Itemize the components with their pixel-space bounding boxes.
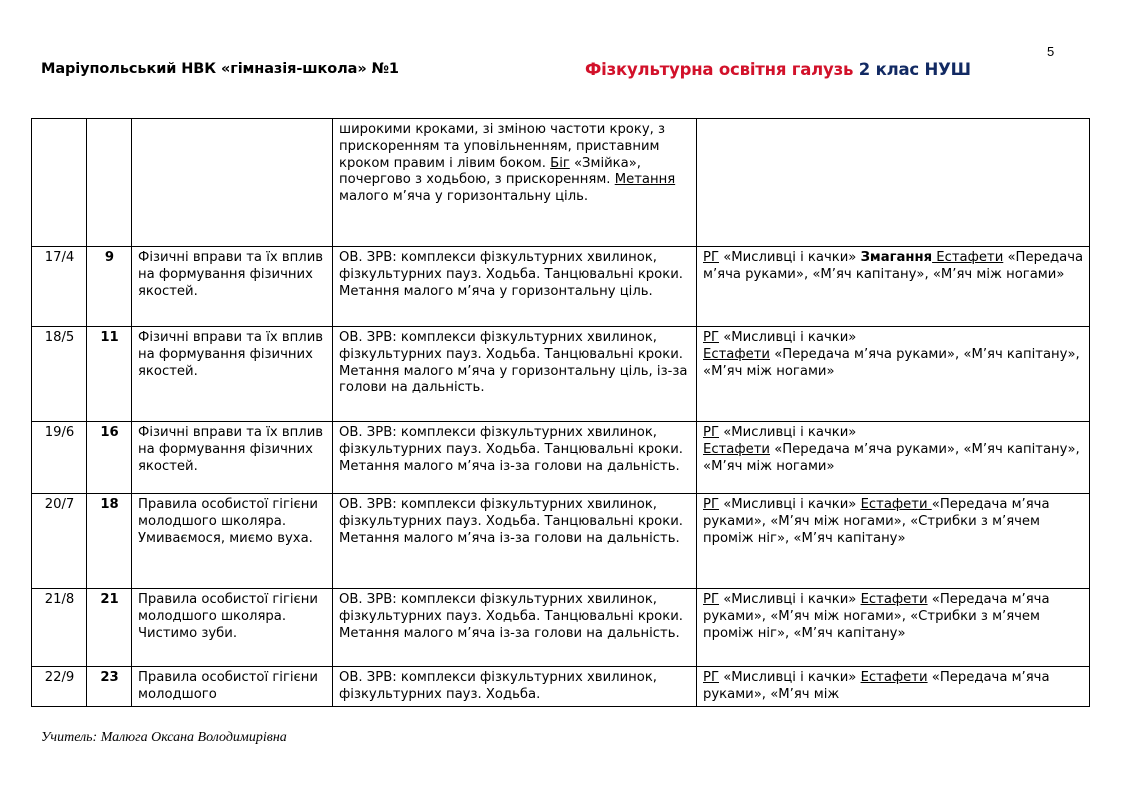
cell-theme: Фізичні вправи та їх вплив на формування фізичних якостей. (132, 327, 333, 422)
teacher-signature: Учитель: Малюга Оксана Володимирівна (41, 730, 287, 745)
games-text-part: «Передача м’яча руками», «М’яч між ногами», «Стрибки з м’ячем проміж ніг», «М’яч капітану» (703, 497, 1050, 546)
content-text-part: «Змійка», почергово з ходьбою, з прискоренням. (339, 155, 641, 188)
subject-heading (585, 60, 971, 79)
games-text-part: «Передача м’яча руками», «М’яч капітану», «М’яч між ногами» (703, 441, 1080, 474)
cell-date: 19/6 (32, 422, 87, 494)
cell-lesson-number: 16 (87, 422, 132, 494)
cell-games (697, 667, 1090, 707)
cell-date: 22/9 (32, 667, 87, 707)
games-bold-term: Змагання (860, 250, 933, 265)
cell-content (333, 119, 697, 247)
table-row (32, 119, 1090, 247)
cell-theme: Правила особистої гігієни молодшого школяра. Чистимо зуби. (132, 589, 333, 667)
cell-lesson-number: 11 (87, 327, 132, 422)
games-text-part: «Мисливці і качки» (719, 592, 861, 607)
cell-content: ОВ. ЗРВ: комплекси фізкультурних хвилинок, фізкультурних пауз. Ходьба. Танцювальні кроки. Метання малого м’яча у горизонтальну ціль, із-за голови на дальність. (333, 327, 697, 422)
games-underlined-term: РГ (703, 670, 719, 685)
games-underlined-term: РГ (703, 250, 719, 265)
cell-date: 20/7 (32, 494, 87, 589)
cell-date (32, 119, 87, 247)
games-underlined-term: Естафети (932, 250, 1004, 265)
cell-games (697, 247, 1090, 327)
table-body (32, 119, 1090, 707)
subject-area-label: Фізкультурна освітня галузь (585, 60, 854, 79)
cell-games (697, 422, 1090, 494)
games-underlined-term: Естафети (860, 497, 932, 512)
lesson-plan-table (31, 118, 1090, 707)
cell-content: ОВ. ЗРВ: комплекси фізкультурних хвилинок, фізкультурних пауз. Ходьба. Танцювальні кроки. Метання малого м’яча у горизонтальну ціль. (333, 247, 697, 327)
games-text-part: «Передача м’яча руками», «М’яч капітану», «М’яч між ногами» (703, 250, 1084, 282)
school-name-heading: Маріупольський НВК «гімназія-школа» №1 (41, 61, 399, 77)
cell-lesson-number: 9 (87, 247, 132, 327)
cell-games (697, 589, 1090, 667)
table-row (32, 327, 1090, 422)
games-text-part: «Передача м’яча руками», «М’яч між ногами», «Стрибки з м’ячем проміж ніг», «М’яч капітану» (703, 592, 1050, 641)
games-underlined-term: РГ (703, 592, 719, 607)
games-text-part: «Мисливці і качки» (719, 670, 861, 685)
games-underlined-term: Естафети (860, 670, 928, 685)
cell-games (697, 119, 1090, 247)
cell-theme (132, 119, 333, 247)
table-row (32, 589, 1090, 667)
cell-theme: Правила особистої гігієни молодшого (132, 667, 333, 707)
cell-content: ОВ. ЗРВ: комплекси фізкультурних хвилинок, фізкультурних пауз. Ходьба. Танцювальні кроки. Метання малого м’яча із-за голови на дальність. (333, 422, 697, 494)
cell-games (697, 494, 1090, 589)
games-text-part: «Мисливці і качки» (719, 330, 857, 345)
content-underlined-term: Метання (614, 172, 676, 188)
cell-lesson-number: 23 (87, 667, 132, 707)
cell-theme: Фізичні вправи та їх вплив на формування фізичних якостей. (132, 247, 333, 327)
content-text-part: малого м’яча у горизонтальну ціль. (339, 189, 589, 205)
games-underlined-term: РГ (703, 425, 719, 440)
cell-date: 18/5 (32, 327, 87, 422)
content-underlined-term: Біг (550, 155, 570, 171)
cell-lesson-number: 21 (87, 589, 132, 667)
cell-date: 17/4 (32, 247, 87, 327)
cell-theme: Фізичні вправи та їх вплив на формування фізичних якостей. (132, 422, 333, 494)
games-underlined-term: Естафети (703, 441, 770, 457)
games-text-part: «Передача м’яча руками», «М’яч між (703, 670, 1050, 702)
grade-label: 2 клас НУШ (853, 60, 971, 79)
cell-date: 21/8 (32, 589, 87, 667)
cell-content: ОВ. ЗРВ: комплекси фізкультурних хвилинок, фізкультурних пауз. Ходьба. (333, 667, 697, 707)
table-row (32, 247, 1090, 327)
table-row (32, 422, 1090, 494)
table-row (32, 667, 1090, 707)
games-text-part: «Передача м’яча руками», «М’яч капітану», «М’яч між ногами» (703, 346, 1080, 379)
cell-games (697, 327, 1090, 422)
cell-theme: Правила особистої гігієни молодшого школяра. Умиваємося, миємо вуха. (132, 494, 333, 589)
cell-lesson-number: 18 (87, 494, 132, 589)
games-underlined-term: Естафети (703, 346, 770, 362)
games-text-part: «Мисливці і качки» (719, 250, 861, 265)
page-number: 5 (1047, 44, 1055, 59)
cell-content: ОВ. ЗРВ: комплекси фізкультурних хвилинок, фізкультурних пауз. Ходьба. Танцювальні кроки. Метання малого м’яча із-за голови на дальність. (333, 589, 697, 667)
content-text-part: широкими кроками, зі зміною частоти кроку, з прискоренням та уповільненням, приставним кроком правим і лівим боком. (339, 122, 666, 171)
cell-lesson-number (87, 119, 132, 247)
games-underlined-term: Естафети (860, 592, 928, 607)
games-text-part: «Мисливці і качки» (719, 497, 861, 512)
games-underlined-term: РГ (703, 497, 719, 512)
cell-content: ОВ. ЗРВ: комплекси фізкультурних хвилинок, фізкультурних пауз. Ходьба. Танцювальні кроки. Метання малого м’яча із-за голови на дальність. (333, 494, 697, 589)
games-text-part: «Мисливці і качки» (719, 425, 857, 440)
table-row (32, 494, 1090, 589)
games-underlined-term: РГ (703, 330, 719, 345)
